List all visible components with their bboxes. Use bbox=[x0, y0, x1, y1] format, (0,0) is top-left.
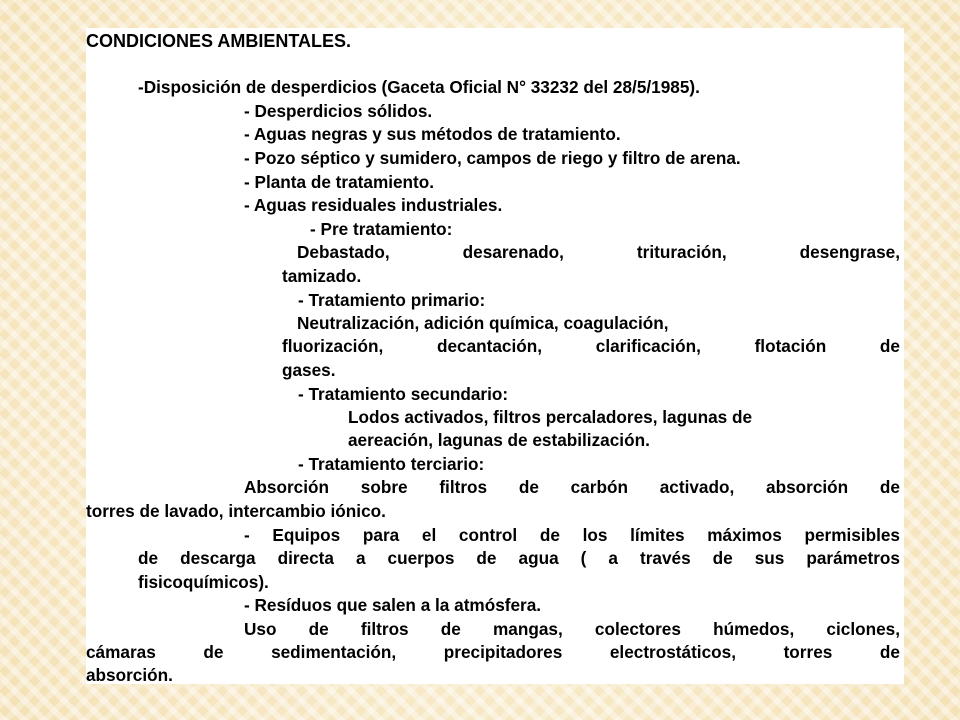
text-line: Debastado, desarenado, trituración, desengrase, bbox=[297, 242, 900, 262]
text-line: torres de lavado, intercambio iónico. bbox=[86, 501, 386, 521]
text-line: - Tratamiento secundario: bbox=[298, 384, 509, 404]
text-line: - Tratamiento terciario: bbox=[298, 454, 485, 474]
text-line: fisicoquímicos). bbox=[138, 572, 269, 592]
text-line: gases. bbox=[282, 360, 336, 380]
text-line: Neutralización, adición química, coagulación, bbox=[297, 313, 669, 333]
text-line: - Planta de tratamiento. bbox=[244, 172, 435, 192]
text-line: Lodos activados, filtros percaladores, lagunas de bbox=[348, 407, 753, 427]
text-line: Uso de filtros de mangas, colectores húmedos, ciclones, bbox=[244, 619, 900, 639]
text-line: de descarga directa a cuerpos de agua ( a través de sus parámetros bbox=[138, 548, 900, 568]
text-line: - Aguas negras y sus métodos de tratamiento. bbox=[244, 124, 621, 144]
text-line: tamizado. bbox=[282, 266, 362, 286]
text-line: - Equipos para el control de los límites máximos permisibles bbox=[244, 525, 900, 545]
text-line: - Resíduos que salen a la atmósfera. bbox=[244, 595, 542, 615]
text-line: - Desperdicios sólidos. bbox=[244, 101, 433, 121]
text-line: - Tratamiento primario: bbox=[298, 290, 486, 310]
text-line: fluorización, decantación, clarificación, flotación de bbox=[282, 336, 900, 356]
text-line: - Pre tratamiento: bbox=[310, 219, 453, 239]
document-page bbox=[86, 28, 904, 684]
text-line: Absorción sobre filtros de carbón activado, absorción de bbox=[244, 477, 900, 497]
text-line: cámaras de sedimentación, precipitadores electrostáticos, torres de bbox=[86, 642, 900, 662]
text-line: absorción. bbox=[86, 665, 173, 685]
document-title: CONDICIONES AMBIENTALES. bbox=[86, 31, 352, 51]
text-line: aereación, lagunas de estabilización. bbox=[348, 430, 650, 450]
text-line: -Disposición de desperdicios (Gaceta Oficial N° 33232 del 28/5/1985). bbox=[138, 77, 700, 97]
text-line: - Aguas residuales industriales. bbox=[244, 195, 503, 215]
text-line: - Pozo séptico y sumidero, campos de riego y filtro de arena. bbox=[244, 148, 741, 168]
